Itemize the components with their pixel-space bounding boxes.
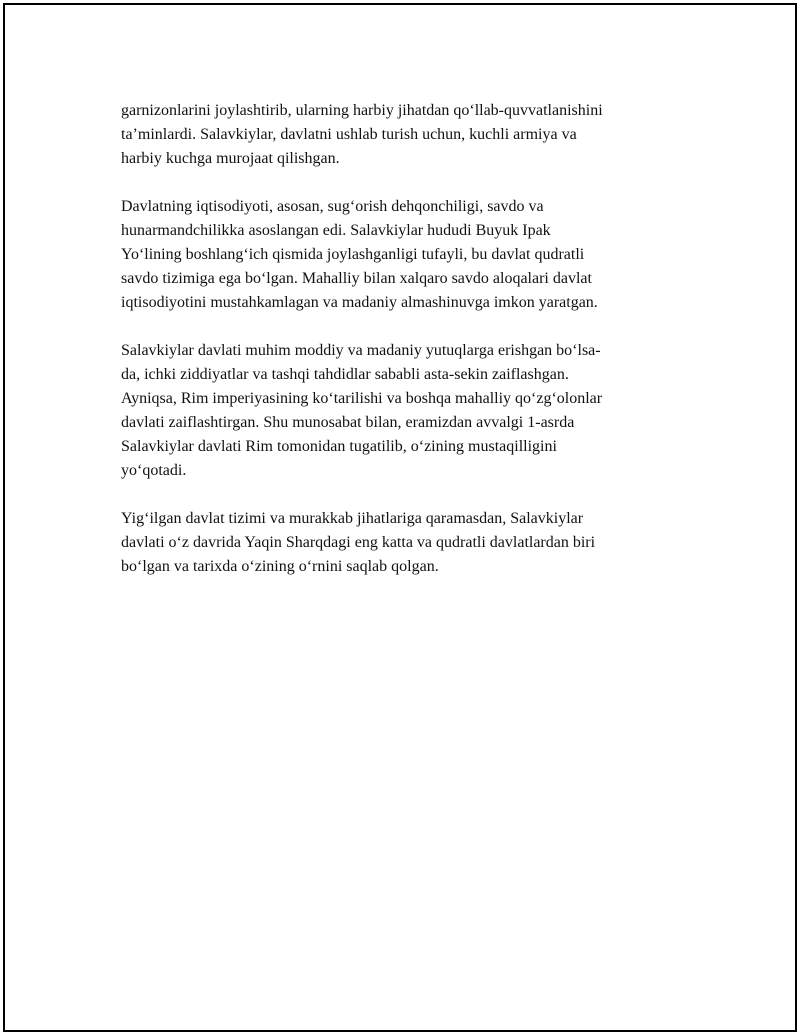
paragraph-3 [121,339,681,483]
text-line: Davlatning iqtisodiyoti, asosan, sug‘orish dehqonchiligi, savdo va [121,198,544,215]
text-line: Salavkiylar davlati Rim tomonidan tugatilib, o‘zining mustaqilligini [121,438,557,455]
text-line: harbiy kuchga murojaat qilishgan. [121,150,340,167]
text-line: bo‘lgan va tarixda o‘zining o‘rnini saqlab qolgan. [121,558,439,575]
text-line: Yig‘ilgan davlat tizimi va murakkab jihatlariga qaramasdan, Salavkiylar [121,510,584,527]
text-line: iqtisodiyotini mustahkamlagan va madaniy almashinuvga imkon yaratgan. [121,294,598,311]
text-line: hunarmandchilikka asoslangan edi. Salavkiylar hududi Buyuk Ipak [121,222,551,239]
paragraph-2 [121,195,681,315]
text-line: garnizonlarini joylashtirib, ularning harbiy jihatdan qo‘llab-quvvatlanishini [121,102,603,119]
paragraph-1 [121,99,681,171]
text-line: Salavkiylar davlati muhim moddiy va madaniy yutuqlarga erishgan bo‘lsa- [121,342,601,359]
text-line: Ayniqsa, Rim imperiyasining ko‘tarilishi va boshqa mahalliy qo‘zg‘olonlar [121,390,603,407]
text-line: da, ichki ziddiyatlar va tashqi tahdidlar sababli asta-sekin zaiflashgan. [121,366,569,383]
text-line: yo‘qotadi. [121,462,187,479]
text-line: ta’minlardi. Salavkiylar, davlatni ushlab turish uchun, kuchli armiya va [121,126,577,143]
document-body [121,99,681,603]
text-line: savdo tizimiga ega bo‘lgan. Mahalliy bilan xalqaro savdo aloqalari davlat [121,270,592,287]
text-line: Yo‘lining boshlang‘ich qismida joylashganligi tufayli, bu davlat qudratli [121,246,585,263]
paragraph-4 [121,507,681,579]
document-page [3,3,797,1032]
text-line: davlati o‘z davrida Yaqin Sharqdagi eng katta va qudratli davlatlardan biri [121,534,596,551]
text-line: davlati zaiflashtirgan. Shu munosabat bilan, eramizdan avvalgi 1-asrda [121,414,575,431]
